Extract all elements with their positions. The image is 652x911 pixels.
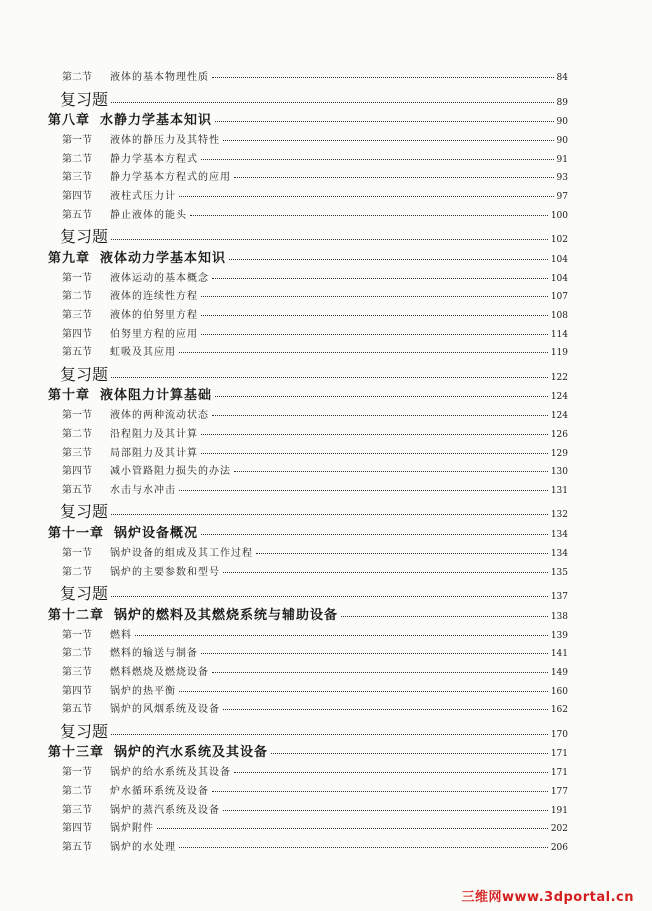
toc-section-entry [48,649,568,659]
toc-chapter-entry [48,609,568,622]
toc-entry-label: 第四节 [62,823,92,835]
toc-dot-leader [256,553,548,554]
toc-section-entry [48,330,568,340]
toc-entry-label: 复习题 [60,364,109,384]
toc-page-number: 149 [550,668,568,678]
toc-dot-leader [223,810,548,811]
toc-dot-leader [201,334,548,335]
toc-entry-label: 第二节 [62,429,92,440]
toc-entry-label: 第二节 [62,72,92,83]
toc-entry-title: 液体阻力计算基础 [100,388,213,404]
toc-dot-leader [201,159,554,160]
toc-chapter-entry [48,389,568,402]
toc-dot-leader [341,616,548,617]
toc-section-entry [48,155,568,165]
site-watermark: 三维网www.3dportal.cn [461,890,634,905]
toc-page-number: 137 [550,592,568,603]
toc-page-number: 90 [556,117,568,128]
toc-entry-label: 第十三章 [48,745,105,761]
toc-section-entry [48,136,568,146]
toc-dot-leader [111,596,548,597]
toc-entry-title: 锅炉设备的组成及其工作过程 [110,548,253,559]
toc-entry-label: 第一节 [62,272,92,284]
toc-entry-title: 锅炉的汽水系统及其设备 [114,745,269,761]
toc-section-entry [48,824,568,834]
toc-dot-leader [179,196,554,197]
toc-entry-title: 锅炉的燃料及其燃烧系统与辅助设备 [114,607,339,623]
toc-entry-title: 液体的两种流动状态 [110,410,209,422]
toc-page-number: 177 [550,787,568,797]
toc-entry-title: 液柱式压力计 [110,191,176,202]
toc-dot-leader [212,791,548,792]
toc-dot-leader [190,215,548,216]
toc-entry-title: 液体动力学基本知识 [100,250,227,266]
toc-page-number: 131 [550,485,568,496]
toc-page-number: 90 [556,136,568,147]
toc-dot-leader [271,753,548,754]
toc-entry-title: 液体的伯努里方程 [110,310,198,321]
toc-dot-leader [111,734,548,735]
toc-chapter-entry [48,746,568,759]
toc-page-number: 139 [550,630,568,641]
toc-dot-leader [234,772,548,773]
toc-dot-leader [223,572,548,573]
toc-section-entry [48,843,568,853]
toc-entry-label: 第九章 [48,250,91,266]
toc-entry-label: 第三节 [62,804,92,816]
toc-section-entry [48,549,568,559]
toc-entry-title: 沿程阻力及其计算 [110,429,198,440]
toc-dot-leader [223,140,554,141]
toc-page-number: 97 [556,192,568,202]
toc-entry-label: 第二节 [62,786,92,797]
toc-page-number: 171 [550,768,568,779]
toc-page-number: 124 [550,392,568,403]
toc-page-number: 108 [550,311,568,321]
toc-section-entry [48,73,568,83]
toc-entry-label: 第二节 [62,648,92,660]
toc-entry-label: 第一节 [62,410,92,422]
toc-section-entry [48,311,568,321]
toc-dot-leader [111,239,548,240]
toc-dot-leader [229,259,548,260]
toc-entry-title: 锅炉的给水系统及其设备 [110,767,231,779]
toc-entry-title: 虹吸及其应用 [110,347,176,359]
toc-dot-leader [201,534,548,535]
toc-review-entry [48,364,568,384]
toc-dot-leader [157,828,548,829]
toc-chapter-entry [48,252,568,265]
toc-page-number: 132 [550,510,568,521]
toc-entry-title: 锅炉的主要参数和型号 [110,566,220,578]
toc-review-entry [48,504,568,520]
toc-page-number: 134 [550,530,568,540]
toc-entry-label: 第五节 [62,841,92,853]
toc-entry-title: 燃料的输送与制备 [110,648,198,660]
toc-entry-label: 第三节 [62,172,92,184]
toc-section-entry [48,467,568,477]
toc-entry-title: 锅炉的蒸汽系统及设备 [110,804,220,816]
toc-section-entry [48,430,568,440]
toc-dot-leader [201,653,548,654]
toc-section-entry [48,687,568,697]
toc-section-entry [48,192,568,202]
toc-dot-leader [212,415,548,416]
toc-section-entry [48,173,568,183]
toc-entry-label: 第十章 [48,388,91,404]
toc-dot-leader [179,352,548,353]
toc-section-entry [48,806,568,816]
toc-entry-label: 第四节 [62,466,92,478]
toc-section-entry [48,631,568,641]
toc-entry-label: 第一节 [62,767,92,779]
toc-dot-leader [223,709,548,710]
toc-page-number: 129 [550,448,568,459]
toc-page-number: 91 [556,154,568,165]
toc-entry-label: 复习题 [60,584,109,604]
toc-entry-label: 复习题 [60,721,109,741]
toc-entry-title: 水击与水冲击 [110,484,176,496]
toc-entry-label: 第四节 [62,328,92,340]
toc-entry-label: 复习题 [60,89,109,109]
toc-page-number: 122 [550,372,568,383]
toc-page-number: 107 [550,292,568,303]
toc-entry-label: 第四节 [62,191,92,202]
toc-page-number: 89 [556,97,568,108]
toc-dot-leader [111,102,554,103]
toc-dot-leader [179,691,548,692]
toc-entry-title: 静止液体的能头 [110,209,187,221]
toc-dot-leader [111,514,548,515]
toc-dot-leader [212,77,554,78]
toc-dot-leader [201,434,548,435]
toc-entry-title: 液体的连续性方程 [110,291,198,303]
toc-section-entry [48,449,568,459]
toc-section-entry [48,768,568,778]
toc-section-entry [48,211,568,221]
toc-dot-leader [201,453,548,454]
toc-entry-title: 局部阻力及其计算 [110,447,198,459]
toc-entry-label: 第十一章 [48,526,105,541]
toc-review-entry [48,721,568,741]
toc-review-entry [48,586,568,602]
toc-entry-label: 复习题 [60,502,109,522]
toc-dot-leader [179,490,548,491]
toc-dot-leader [215,121,554,122]
toc-entry-title: 锅炉的风烟系统及设备 [110,704,220,716]
toc-entry-label: 第五节 [62,484,92,496]
toc-entry-title: 静力学基本方程式 [110,153,198,165]
toc-page-number: 93 [556,173,568,184]
toc-page-number: 160 [550,686,568,697]
toc-entry-label: 第五节 [62,209,92,221]
toc-entry-label: 第二节 [62,153,92,165]
toc-entry-label: 第三节 [62,310,92,321]
toc-page-number: 134 [550,549,568,559]
toc-dot-leader [135,635,548,636]
toc-entry-label: 第五节 [62,347,92,359]
toc-entry-label: 第一节 [62,548,92,559]
toc-entry-label: 第三节 [62,447,92,459]
toc-page-number: 135 [550,567,568,578]
toc-review-entry [48,229,568,245]
toc-review-entry [48,89,568,109]
toc-dot-leader [111,377,548,378]
toc-section-entry [48,348,568,358]
toc-page-number: 114 [550,329,568,340]
toc-page-number: 206 [550,842,568,853]
toc-entry-label: 第十二章 [48,607,105,623]
toc-dot-leader [201,296,548,297]
toc-entry-title: 水静力学基本知识 [100,113,213,129]
toc-entry-title: 燃料 [110,629,132,641]
toc-entry-label: 第三节 [62,667,92,678]
toc-entry-label: 第四节 [62,685,92,697]
toc-entry-label: 复习题 [60,227,109,247]
toc-page-number: 84 [556,73,568,83]
toc-page-number: 119 [550,348,568,359]
toc-section-entry [48,705,568,715]
toc-page-number: 102 [550,235,568,246]
toc-chapter-entry [48,527,568,540]
toc-page-number: 191 [550,805,568,816]
toc-section-entry [48,568,568,578]
toc-page-number: 202 [550,824,568,835]
toc-dot-leader [234,471,548,472]
toc-entry-title: 液体运动的基本概念 [110,272,209,284]
toc-entry-title: 燃料燃烧及燃烧设备 [110,667,209,678]
toc-section-entry [48,787,568,797]
toc-page-number: 138 [550,611,568,622]
toc-dot-leader [215,396,548,397]
toc-section-entry [48,274,568,284]
toc-entry-title: 伯努里方程的应用 [110,328,198,340]
toc-entry-label: 第五节 [62,704,92,716]
toc-dot-leader [201,315,548,316]
toc-section-entry [48,292,568,302]
toc-entry-title: 液体的静压力及其特性 [110,135,220,147]
toc-entry-title: 锅炉的水处理 [110,841,176,853]
toc-entry-title: 减小管路阻力损失的办法 [110,466,231,478]
toc-section-entry [48,668,568,678]
toc-entry-title: 液体的基本物理性质 [110,72,209,83]
toc-entry-label: 第一节 [62,135,92,147]
toc-page-number: 162 [550,705,568,716]
toc-page-number: 130 [550,467,568,478]
toc-dot-leader [179,847,548,848]
toc-page-number: 170 [550,729,568,740]
toc-dot-leader [212,672,548,673]
toc-page-number: 124 [550,411,568,422]
toc-entry-label: 第二节 [62,566,92,578]
toc-chapter-entry [48,114,568,127]
toc-page-number: 171 [550,749,568,760]
toc-entry-label: 第一节 [62,629,92,641]
toc-section-entry [48,411,568,421]
toc-page-number: 141 [550,649,568,660]
toc-dot-leader [212,278,548,279]
toc-page-number: 104 [550,254,568,265]
toc-entry-title: 锅炉的热平衡 [110,685,176,697]
toc-entry-title: 锅炉附件 [110,823,154,835]
toc-entry-title: 锅炉设备概况 [114,526,199,541]
toc-entry-title: 静力学基本方程式的应用 [110,172,231,184]
toc-dot-leader [234,177,554,178]
toc-page-number: 126 [550,430,568,440]
toc-entry-label: 第二节 [62,291,92,303]
toc-entry-label: 第八章 [48,113,91,129]
toc-entry-title: 炉水循环系统及设备 [110,786,209,797]
toc-page-number: 104 [550,273,568,284]
toc-section-entry [48,486,568,496]
toc-page-number: 100 [550,210,568,221]
